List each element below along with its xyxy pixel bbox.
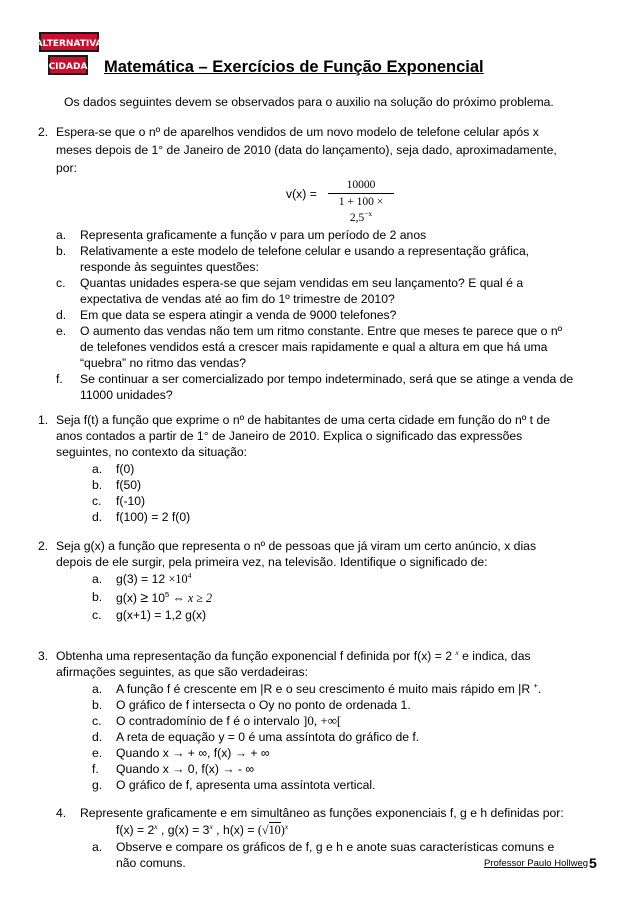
q3-item-a-label: a. bbox=[92, 682, 103, 696]
q3-item-a-end: . bbox=[537, 682, 542, 696]
logo bbox=[38, 30, 100, 80]
q2-line-3: por: bbox=[56, 161, 78, 175]
q3-item-b-text: O gráfico de f intersecta o Oy no ponto de ordenada 1. bbox=[116, 698, 411, 712]
q2b-number: 2. bbox=[38, 539, 49, 553]
q4-line-1: Represente graficamente e em simultâneo as funções exponenciais f, g e h definidas por: bbox=[80, 806, 564, 820]
q3-number: 3. bbox=[38, 649, 49, 663]
q4-item-a-line-1: Observe e compare os gráficos de f, g e h e anote suas características comuns e bbox=[116, 840, 555, 854]
q2-item-a-label: a. bbox=[56, 228, 67, 242]
q1-item-a-label: a. bbox=[92, 462, 103, 476]
q2-item-e-line-2: de telefones vendidos está a crescer mais rapidamente e qual a altura em que há uma bbox=[80, 340, 548, 354]
q4-item-a-label: a. bbox=[92, 840, 103, 854]
q2b-item-c-text: g(x+1) = 1,2 g(x) bbox=[116, 608, 207, 622]
q2-item-b-line-1: Relativamente a este modelo de telefone celular e usando a representação gráfica, bbox=[80, 244, 530, 258]
q2-item-d-text: Em que data se espera atingir a venda de 9000 telefones? bbox=[80, 308, 397, 322]
q2b-item-b-geq: ≥ bbox=[140, 589, 149, 605]
q2b-item-b bbox=[116, 589, 212, 606]
q2-item-c-label: c. bbox=[56, 276, 66, 290]
q3-line-1 bbox=[56, 648, 531, 664]
footer-author: Professor Paulo Hollweg bbox=[484, 858, 589, 869]
q3-item-c-label: c. bbox=[92, 714, 102, 728]
q2b-item-a bbox=[116, 571, 191, 587]
q1-item-d-label: d. bbox=[92, 510, 103, 524]
q2-item-f-label: f. bbox=[56, 372, 63, 386]
q3-item-b-label: b. bbox=[92, 698, 103, 712]
q3-line-2: afirmações seguintes, as que são verdadeiras: bbox=[56, 665, 309, 679]
q2-item-f-line-2: 11000 unidades? bbox=[80, 388, 173, 402]
q3-item-c-text: O contradomínio de f é o intervalo bbox=[116, 714, 300, 728]
q2b-item-c-label: c. bbox=[92, 608, 102, 622]
q2b-item-b-text: g(x) bbox=[116, 591, 137, 605]
page-number: 5 bbox=[589, 855, 597, 871]
q4-g-exp: x bbox=[209, 821, 213, 831]
q2b-item-b-math: ⇔ x ≥ 2 bbox=[172, 591, 213, 605]
q2-item-d-label: d. bbox=[56, 308, 67, 322]
q2b-item-a-math: ×10 bbox=[168, 572, 188, 586]
intro-text: Os dados seguintes devem se observados para o auxilio na solução do próximo problema. bbox=[64, 95, 554, 109]
q3-item-c bbox=[116, 713, 341, 729]
q4-sqrt-arg: 10 bbox=[268, 823, 281, 837]
q4-h-sqrt: (√10) bbox=[257, 823, 285, 837]
q1-line-1: Seja f(t) a função que exprime o nº de habitantes de uma certa cidade em função do nº t de bbox=[56, 413, 550, 427]
q3-item-e-text: Quando x → + ∞, f(x) → + ∞ bbox=[116, 746, 270, 760]
q1-item-c-label: c. bbox=[92, 494, 102, 508]
q2b-item-a-exp: 4 bbox=[187, 570, 192, 580]
q4-f-exp: x bbox=[154, 821, 158, 831]
q2-item-a-text: Representa graficamente a função v para um período de 2 anos bbox=[80, 228, 427, 242]
q2-item-b-line-2: responde às seguintes questões: bbox=[80, 260, 259, 274]
q3-item-c-math: ]0, +∞[ bbox=[302, 713, 342, 728]
q1-item-a-text: f(0) bbox=[116, 462, 135, 476]
formula-fraction bbox=[328, 177, 394, 226]
q3-item-g-text: O gráfico de f, apresenta uma assíntota vertical. bbox=[116, 778, 376, 792]
q4-definitions bbox=[116, 822, 288, 838]
q3-line-1-exp: x bbox=[455, 647, 459, 657]
q3-item-e-label: e. bbox=[92, 746, 103, 760]
logo-text-1: ALTERNATIVA bbox=[38, 39, 100, 49]
formula-exponent: −x bbox=[364, 209, 373, 219]
q3-item-a-sup: + bbox=[533, 680, 538, 690]
q1-item-b-label: b. bbox=[92, 478, 103, 492]
q3-item-d-label: d. bbox=[92, 730, 103, 744]
q2-number: 2. bbox=[38, 125, 49, 139]
q2-item-c-line-2: expectativa de vendas até ao fim do 1º trimestre de 2010? bbox=[80, 292, 395, 306]
q3-item-g-label: g. bbox=[92, 778, 103, 792]
q1-line-3: seguintes, no contexto da situação: bbox=[56, 445, 248, 459]
q2b-line-2: depois de ele surgir, pela primeira vez, na televisão. Identifique o significado de: bbox=[56, 555, 488, 569]
q3-item-f-text: Quando x → 0, f(x) → - ∞ bbox=[116, 762, 255, 776]
q2b-line-1: Seja g(x) a função que representa o nº de pessoas que já viram um certo anúncio, x dias bbox=[56, 539, 537, 553]
q4-h-exp: x bbox=[284, 821, 289, 831]
q2b-item-b-label: b. bbox=[92, 590, 103, 604]
formula-numerator: 10000 bbox=[328, 177, 394, 194]
q2b-item-a-text: g(3) = 12 bbox=[116, 572, 166, 586]
q2-item-e-line-1: O aumento das vendas não tem um ritmo constante. Entre que meses te parece que o nº bbox=[80, 324, 563, 338]
q2-item-c-line-1: Quantas unidades espera-se que sejam vendidas em seu lançamento? E qual é a bbox=[80, 276, 524, 290]
logo-image bbox=[38, 30, 100, 80]
q3-line-1a: Obtenha uma representação da função exponencial f definida por f(x) = 2 bbox=[56, 649, 453, 663]
q1-number: 1. bbox=[38, 413, 49, 427]
q3-item-f-label: f. bbox=[92, 762, 99, 776]
q2-line-2: meses depois de 1° de Janeiro de 2010 (data do lançamento), seja dado, aproximadamente, bbox=[56, 143, 557, 157]
q2b-item-b-exp: 5 bbox=[165, 589, 170, 599]
formula-lhs: v(x) = bbox=[286, 187, 317, 201]
q4-h-def: , h(x) = bbox=[216, 823, 255, 837]
q3-item-a bbox=[116, 681, 541, 697]
q3-line-1b: e indica, das bbox=[462, 649, 531, 663]
q4-g-def: , g(x) = 3 bbox=[161, 823, 210, 837]
q1-line-2: anos contados a partir de 1° de Janeiro de 2010. Explica o significado das expressões bbox=[56, 429, 523, 443]
q2-item-b-label: b. bbox=[56, 244, 67, 258]
q2b-item-b-ten: 10 bbox=[151, 591, 166, 605]
q2-line-1: Espera-se que o nº de aparelhos vendidos de um novo modelo de telefone celular após x bbox=[56, 125, 539, 139]
q4-number: 4. bbox=[56, 806, 67, 820]
formula-denominator-base: 1 + 100 × 2,5 bbox=[338, 196, 384, 224]
q4-item-a-line-2: não comuns. bbox=[116, 856, 186, 870]
q3-item-a-text: A função f é crescente em |R e o seu crescimento é muito mais rápido em |R bbox=[116, 682, 531, 696]
q1-item-c-text: f(-10) bbox=[116, 494, 146, 508]
page-title: Matemática – Exercícios de Função Exponencial bbox=[104, 58, 484, 76]
q2-item-e-line-3: “quebra” no ritmo das vendas? bbox=[80, 356, 246, 370]
q2-item-f-line-1: Se continuar a ser comercializado por tempo indeterminado, será que se atinge a venda de bbox=[80, 372, 574, 386]
q4-f-def: f(x) = 2 bbox=[116, 823, 155, 837]
formula-denominator bbox=[339, 196, 384, 224]
q1-item-d-text: f(100) = 2 f(0) bbox=[116, 510, 191, 524]
q3-item-d-text: A reta de equação y = 0 é uma assíntota do gráfico de f. bbox=[116, 730, 420, 744]
q1-item-b-text: f(50) bbox=[116, 478, 142, 492]
logo-text-2: CIDADA bbox=[48, 62, 88, 72]
q2-item-e-label: e. bbox=[56, 324, 67, 338]
q2b-item-a-label: a. bbox=[92, 572, 103, 586]
